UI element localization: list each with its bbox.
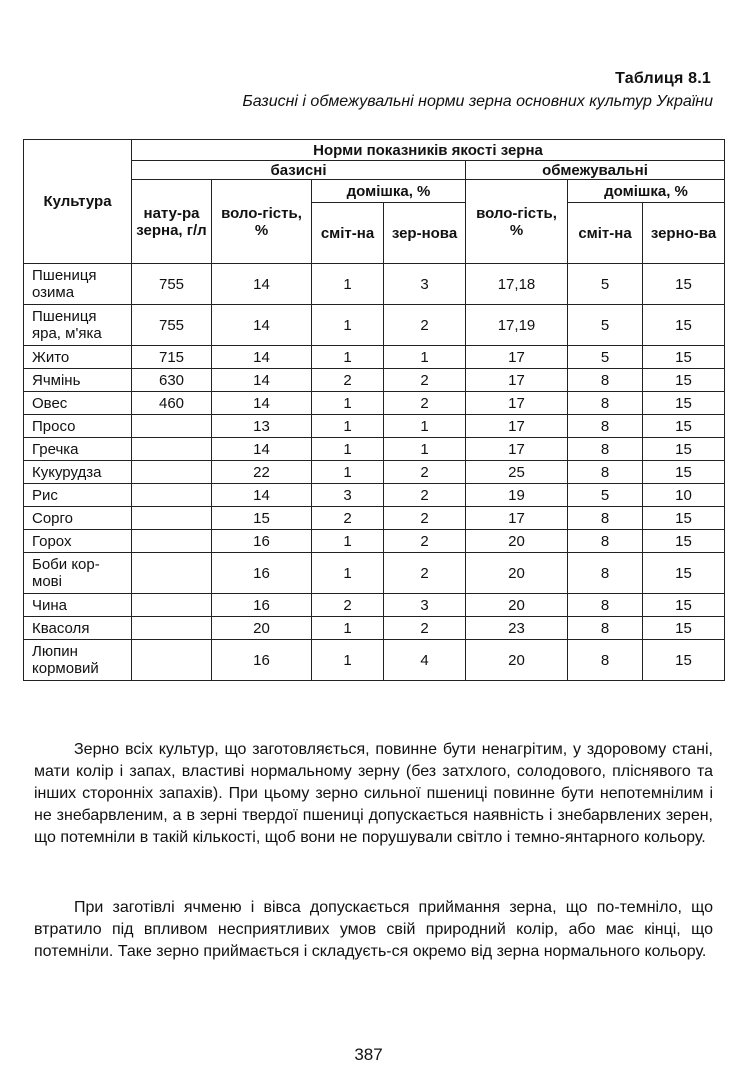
cell-grain: 2 <box>384 617 466 640</box>
cell-trash-r: 8 <box>568 640 643 681</box>
cell-grain: 4 <box>384 640 466 681</box>
cell-trash-r: 8 <box>568 530 643 553</box>
header-crop: Культура <box>24 140 132 264</box>
cell-moisture-r: 17 <box>466 507 568 530</box>
table-row <box>24 461 725 484</box>
cell-trash-r: 5 <box>568 305 643 346</box>
cell-crop: Сорго <box>24 507 132 530</box>
cell-trash-r: 8 <box>568 369 643 392</box>
cell-natura <box>132 617 212 640</box>
cell-trash-r: 8 <box>568 507 643 530</box>
cell-grain-r: 15 <box>643 438 725 461</box>
cell-crop: Квасоля <box>24 617 132 640</box>
table-row <box>24 594 725 617</box>
cell-moisture-r: 17,19 <box>466 305 568 346</box>
cell-crop: Горох <box>24 530 132 553</box>
header-moisture-restrictive: воло-гість, % <box>466 180 568 264</box>
cell-trash-r: 8 <box>568 392 643 415</box>
cell-trash-r: 8 <box>568 438 643 461</box>
cell-trash: 1 <box>312 438 384 461</box>
cell-grain-r: 15 <box>643 507 725 530</box>
header-norms: Норми показників якості зерна <box>132 140 725 161</box>
cell-moisture: 15 <box>212 507 312 530</box>
cell-trash-r: 8 <box>568 617 643 640</box>
cell-trash: 1 <box>312 617 384 640</box>
cell-crop: Овес <box>24 392 132 415</box>
header-grain-restrictive: зерно-ва <box>643 203 725 264</box>
cell-crop: Пшениця яра, м'яка <box>24 305 132 346</box>
cell-natura <box>132 530 212 553</box>
cell-moisture: 14 <box>212 369 312 392</box>
cell-trash: 1 <box>312 530 384 553</box>
cell-grain-r: 10 <box>643 484 725 507</box>
cell-natura <box>132 415 212 438</box>
cell-natura: 755 <box>132 305 212 346</box>
table-row <box>24 617 725 640</box>
cell-moisture: 14 <box>212 438 312 461</box>
cell-crop: Пшениця озима <box>24 264 132 305</box>
table-caption: Базисні і обмежувальні норми зерна основних культур України <box>242 93 713 110</box>
cell-moisture-r: 17 <box>466 415 568 438</box>
cell-moisture-r: 17 <box>466 392 568 415</box>
table-row <box>24 484 725 507</box>
table-row <box>24 530 725 553</box>
cell-moisture: 22 <box>212 461 312 484</box>
cell-grain: 2 <box>384 553 466 594</box>
cell-trash: 1 <box>312 392 384 415</box>
cell-moisture-r: 20 <box>466 640 568 681</box>
cell-grain-r: 15 <box>643 369 725 392</box>
cell-grain-r: 15 <box>643 305 725 346</box>
cell-grain-r: 15 <box>643 346 725 369</box>
cell-trash: 3 <box>312 484 384 507</box>
cell-trash: 2 <box>312 507 384 530</box>
cell-trash: 1 <box>312 415 384 438</box>
cell-grain: 2 <box>384 484 466 507</box>
cell-grain-r: 15 <box>643 264 725 305</box>
cell-grain: 2 <box>384 369 466 392</box>
cell-moisture: 16 <box>212 530 312 553</box>
header-grain-basic: зер-нова <box>384 203 466 264</box>
cell-moisture: 14 <box>212 392 312 415</box>
cell-grain: 2 <box>384 392 466 415</box>
header-trash-restrictive: сміт-на <box>568 203 643 264</box>
cell-trash: 1 <box>312 346 384 369</box>
cell-trash-r: 8 <box>568 415 643 438</box>
paragraph: При заготівлі ячменю і вівса допускається приймання зерна, що по-темніло, що втратило під впливом несприятливих умов свій природний колір, або має кінці, що потемніли. Таке зерно приймається і складуєть-ся окремо від зерна нормального кольору. <box>34 899 713 960</box>
cell-moisture-r: 20 <box>466 530 568 553</box>
page-number: 387 <box>354 1045 383 1064</box>
cell-grain-r: 15 <box>643 530 725 553</box>
cell-grain: 2 <box>384 305 466 346</box>
cell-moisture: 14 <box>212 264 312 305</box>
cell-grain-r: 15 <box>643 461 725 484</box>
cell-moisture-r: 20 <box>466 594 568 617</box>
cell-natura <box>132 484 212 507</box>
cell-moisture: 16 <box>212 553 312 594</box>
cell-trash: 1 <box>312 553 384 594</box>
cell-grain: 1 <box>384 346 466 369</box>
paragraph: Зерно всіх культур, що заготовляється, повинне бути ненагрітим, у здоровому стані, мати колір і запах, властиві нормальному зерну (без затхлого, солодового, пліснявого та інших сторонніх запахів). При цьому зерно сильної пшениці повинне бути непотемнілим і не знебарвленим, а в зерні твердої пшениці допускається наявність і знебарвлених зерен, що потемніли в такій кількості, щоб вони не порушували світло і темно-янтарного кольору. <box>34 741 713 846</box>
grain-norms-table <box>23 139 725 681</box>
cell-grain: 2 <box>384 461 466 484</box>
table-body <box>24 264 725 681</box>
cell-grain-r: 15 <box>643 392 725 415</box>
table-row <box>24 392 725 415</box>
cell-moisture-r: 20 <box>466 553 568 594</box>
cell-grain: 1 <box>384 438 466 461</box>
cell-crop: Гречка <box>24 438 132 461</box>
table-row <box>24 640 725 681</box>
cell-trash-r: 8 <box>568 461 643 484</box>
cell-trash: 2 <box>312 594 384 617</box>
cell-moisture: 14 <box>212 484 312 507</box>
cell-grain-r: 15 <box>643 415 725 438</box>
cell-moisture-r: 17,18 <box>466 264 568 305</box>
cell-natura <box>132 594 212 617</box>
cell-grain: 2 <box>384 530 466 553</box>
cell-moisture: 13 <box>212 415 312 438</box>
table-row <box>24 438 725 461</box>
cell-grain: 1 <box>384 415 466 438</box>
cell-grain-r: 15 <box>643 640 725 681</box>
cell-natura: 630 <box>132 369 212 392</box>
cell-natura <box>132 640 212 681</box>
cell-moisture-r: 19 <box>466 484 568 507</box>
table-row <box>24 346 725 369</box>
cell-moisture-r: 17 <box>466 369 568 392</box>
cell-trash: 1 <box>312 640 384 681</box>
table-row <box>24 507 725 530</box>
cell-natura: 755 <box>132 264 212 305</box>
cell-crop: Чина <box>24 594 132 617</box>
cell-natura: 715 <box>132 346 212 369</box>
cell-grain: 2 <box>384 507 466 530</box>
table-number: Таблиця 8.1 <box>615 70 711 87</box>
cell-moisture: 16 <box>212 640 312 681</box>
header-natura: нату-ра зерна, г/л <box>132 180 212 264</box>
cell-trash: 1 <box>312 264 384 305</box>
table-row <box>24 369 725 392</box>
header-impurity-restrictive: домішка, % <box>568 180 725 203</box>
cell-moisture: 20 <box>212 617 312 640</box>
cell-grain-r: 15 <box>643 594 725 617</box>
header-basic: базисні <box>132 161 466 180</box>
cell-natura <box>132 461 212 484</box>
cell-crop: Просо <box>24 415 132 438</box>
cell-crop: Кукурудза <box>24 461 132 484</box>
table-row <box>24 305 725 346</box>
cell-trash: 1 <box>312 461 384 484</box>
cell-trash-r: 8 <box>568 553 643 594</box>
cell-moisture-r: 17 <box>466 438 568 461</box>
cell-crop: Жито <box>24 346 132 369</box>
cell-trash-r: 5 <box>568 484 643 507</box>
cell-trash-r: 5 <box>568 264 643 305</box>
cell-moisture-r: 25 <box>466 461 568 484</box>
cell-grain: 3 <box>384 594 466 617</box>
cell-trash: 1 <box>312 305 384 346</box>
cell-grain-r: 15 <box>643 553 725 594</box>
cell-natura <box>132 507 212 530</box>
table-row <box>24 553 725 594</box>
header-trash-basic: сміт-на <box>312 203 384 264</box>
cell-trash-r: 5 <box>568 346 643 369</box>
cell-crop: Ячмінь <box>24 369 132 392</box>
cell-natura <box>132 553 212 594</box>
cell-grain-r: 15 <box>643 617 725 640</box>
cell-moisture: 16 <box>212 594 312 617</box>
cell-crop: Рис <box>24 484 132 507</box>
header-restrictive: обмежувальні <box>466 161 725 180</box>
cell-trash-r: 8 <box>568 594 643 617</box>
cell-moisture: 14 <box>212 305 312 346</box>
cell-crop: Люпин кормовий <box>24 640 132 681</box>
cell-crop: Боби кор-мові <box>24 553 132 594</box>
header-impurity-basic: домішка, % <box>312 180 466 203</box>
cell-natura: 460 <box>132 392 212 415</box>
cell-grain: 3 <box>384 264 466 305</box>
cell-moisture-r: 17 <box>466 346 568 369</box>
table-row <box>24 264 725 305</box>
cell-natura <box>132 438 212 461</box>
table-row <box>24 415 725 438</box>
cell-moisture-r: 23 <box>466 617 568 640</box>
cell-trash: 2 <box>312 369 384 392</box>
cell-moisture: 14 <box>212 346 312 369</box>
header-moisture-basic: воло-гість, % <box>212 180 312 264</box>
